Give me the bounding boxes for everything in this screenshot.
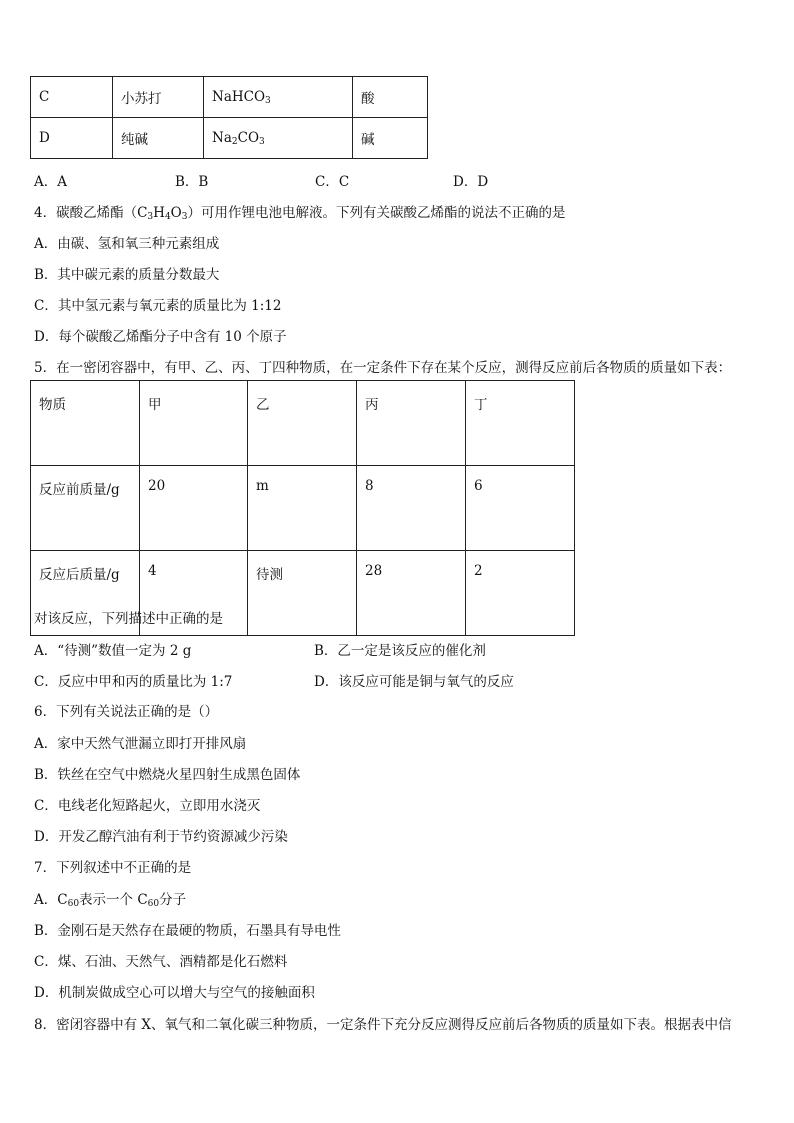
q6-stem: 6．下列有关说法正确的是（） — [34, 704, 219, 720]
table-cell: D — [31, 118, 113, 159]
table-cell: 反应前质量/g — [31, 466, 140, 551]
formula-text: NaHCO — [212, 88, 266, 105]
q7-option-d: D．机制炭做成空心可以增大与空气的接触面积 — [34, 985, 315, 1001]
table-cell: 待测 — [248, 551, 357, 636]
q4-option-b: B．其中碳元素的质量分数最大 — [34, 267, 220, 283]
q8-stem: 8．密闭容器中有 X、氧气和二氧化碳三种物质，一定条件下充分反应测得反应前后各物质的质量如下表。根据表中信 — [34, 1017, 732, 1033]
table-cell — [204, 118, 353, 159]
q3-option-a: A．A — [34, 174, 67, 190]
table-header-cell: 丁 — [466, 381, 575, 466]
formula-text: CO — [237, 129, 260, 146]
q7-stem: 7．下列叙述中不正确的是 — [34, 860, 192, 876]
q7-option-a-text: 表示一个 C — [79, 892, 148, 908]
q4-stem-text: O — [170, 205, 182, 221]
table-row — [31, 381, 575, 466]
table-row — [31, 118, 428, 159]
table-cell: 28 — [357, 551, 466, 636]
table-cell: 纯碱 — [113, 118, 204, 159]
formula-text: Na — [212, 129, 232, 146]
table-row — [31, 466, 575, 551]
table-header-cell: 丙 — [357, 381, 466, 466]
table-row — [31, 77, 428, 118]
q5-mass-table — [30, 380, 575, 636]
substance-table — [30, 76, 428, 159]
q6-option-c: C．电线老化短路起火，立即用水浇灭 — [34, 798, 261, 814]
q5-option-c: C．反应中甲和丙的质量比为 1:7 — [34, 674, 233, 690]
q5-option-d: D．该反应可能是铜与氧气的反应 — [314, 674, 514, 690]
q4-stem — [34, 201, 565, 222]
q4-stem-text: ）可用作锂电池电解液。下列有关碳酸乙烯酯的说法不正确的是 — [187, 205, 566, 221]
q4-stem-text: 4．碳酸乙烯酯（C — [34, 205, 148, 221]
q5-option-b: B．乙一定是该反应的催化剂 — [314, 643, 486, 659]
table-cell: 反应后质量/g — [31, 551, 140, 636]
table-cell: 20 — [140, 466, 248, 551]
q7-option-a — [34, 888, 186, 909]
formula-sub: 3 — [265, 95, 271, 106]
table-cell: 6 — [466, 466, 575, 551]
formula-sub: 2 — [231, 136, 238, 147]
table-cell: 小苏打 — [113, 77, 204, 118]
q6-option-d: D．开发乙醇汽油有利于节约资源减少污染 — [34, 829, 288, 845]
table-header-cell: 甲 — [140, 381, 248, 466]
table-cell: C — [31, 77, 113, 118]
formula-sub: 3 — [147, 212, 154, 222]
q5-stem: 5．在一密闭容器中，有甲、乙、丙、丁四种物质，在一定条件下存在某个反应，测得反应前后各物质的质量如下表： — [34, 360, 732, 376]
table-header-cell: 物质 — [31, 381, 140, 466]
formula-sub: 60 — [147, 899, 160, 909]
q4-option-d: D．每个碳酸乙烯酯分子中含有 10 个原子 — [34, 329, 287, 345]
q5-option-a: A．“待测”数值一定为 2 g — [34, 643, 192, 659]
table-cell: 2 — [466, 551, 575, 636]
table-cell: m — [248, 466, 357, 551]
table-cell: 8 — [357, 466, 466, 551]
q4-option-c: C．其中氢元素与氧元素的质量比为 1:12 — [34, 298, 282, 314]
q6-option-a: A．家中天然气泄漏立即打开排风扇 — [34, 736, 247, 752]
formula-sub: 4 — [164, 212, 171, 222]
q3-option-c: C．C — [315, 174, 350, 190]
table-header-cell: 乙 — [248, 381, 357, 466]
q6-option-b: B．铁丝在空气中燃烧火星四射生成黑色固体 — [34, 767, 301, 783]
q3-option-b: B．B — [175, 174, 209, 190]
formula-sub: 3 — [181, 212, 188, 222]
formula-sub: 60 — [67, 899, 80, 909]
q7-option-b: B．金刚石是天然存在最硬的物质，石墨具有导电性 — [34, 923, 341, 939]
q3-option-d: D．D — [453, 174, 489, 190]
formula-sub: 3 — [259, 136, 265, 147]
table-cell — [204, 77, 353, 118]
q4-stem-text: H — [153, 205, 165, 221]
q7-option-c: C．煤、石油、天然气、酒精都是化石燃料 — [34, 954, 288, 970]
table-cell: 酸 — [353, 77, 428, 118]
q5-prompt: 对该反应，下列描述中正确的是 — [34, 611, 223, 627]
q7-option-a-text: 分子 — [159, 892, 187, 908]
table-cell: 碱 — [353, 118, 428, 159]
table-cell: 4 — [140, 551, 248, 636]
q4-option-a: A．由碳、氢和氧三种元素组成 — [34, 236, 220, 252]
q7-option-a-text: A．C — [34, 892, 68, 908]
